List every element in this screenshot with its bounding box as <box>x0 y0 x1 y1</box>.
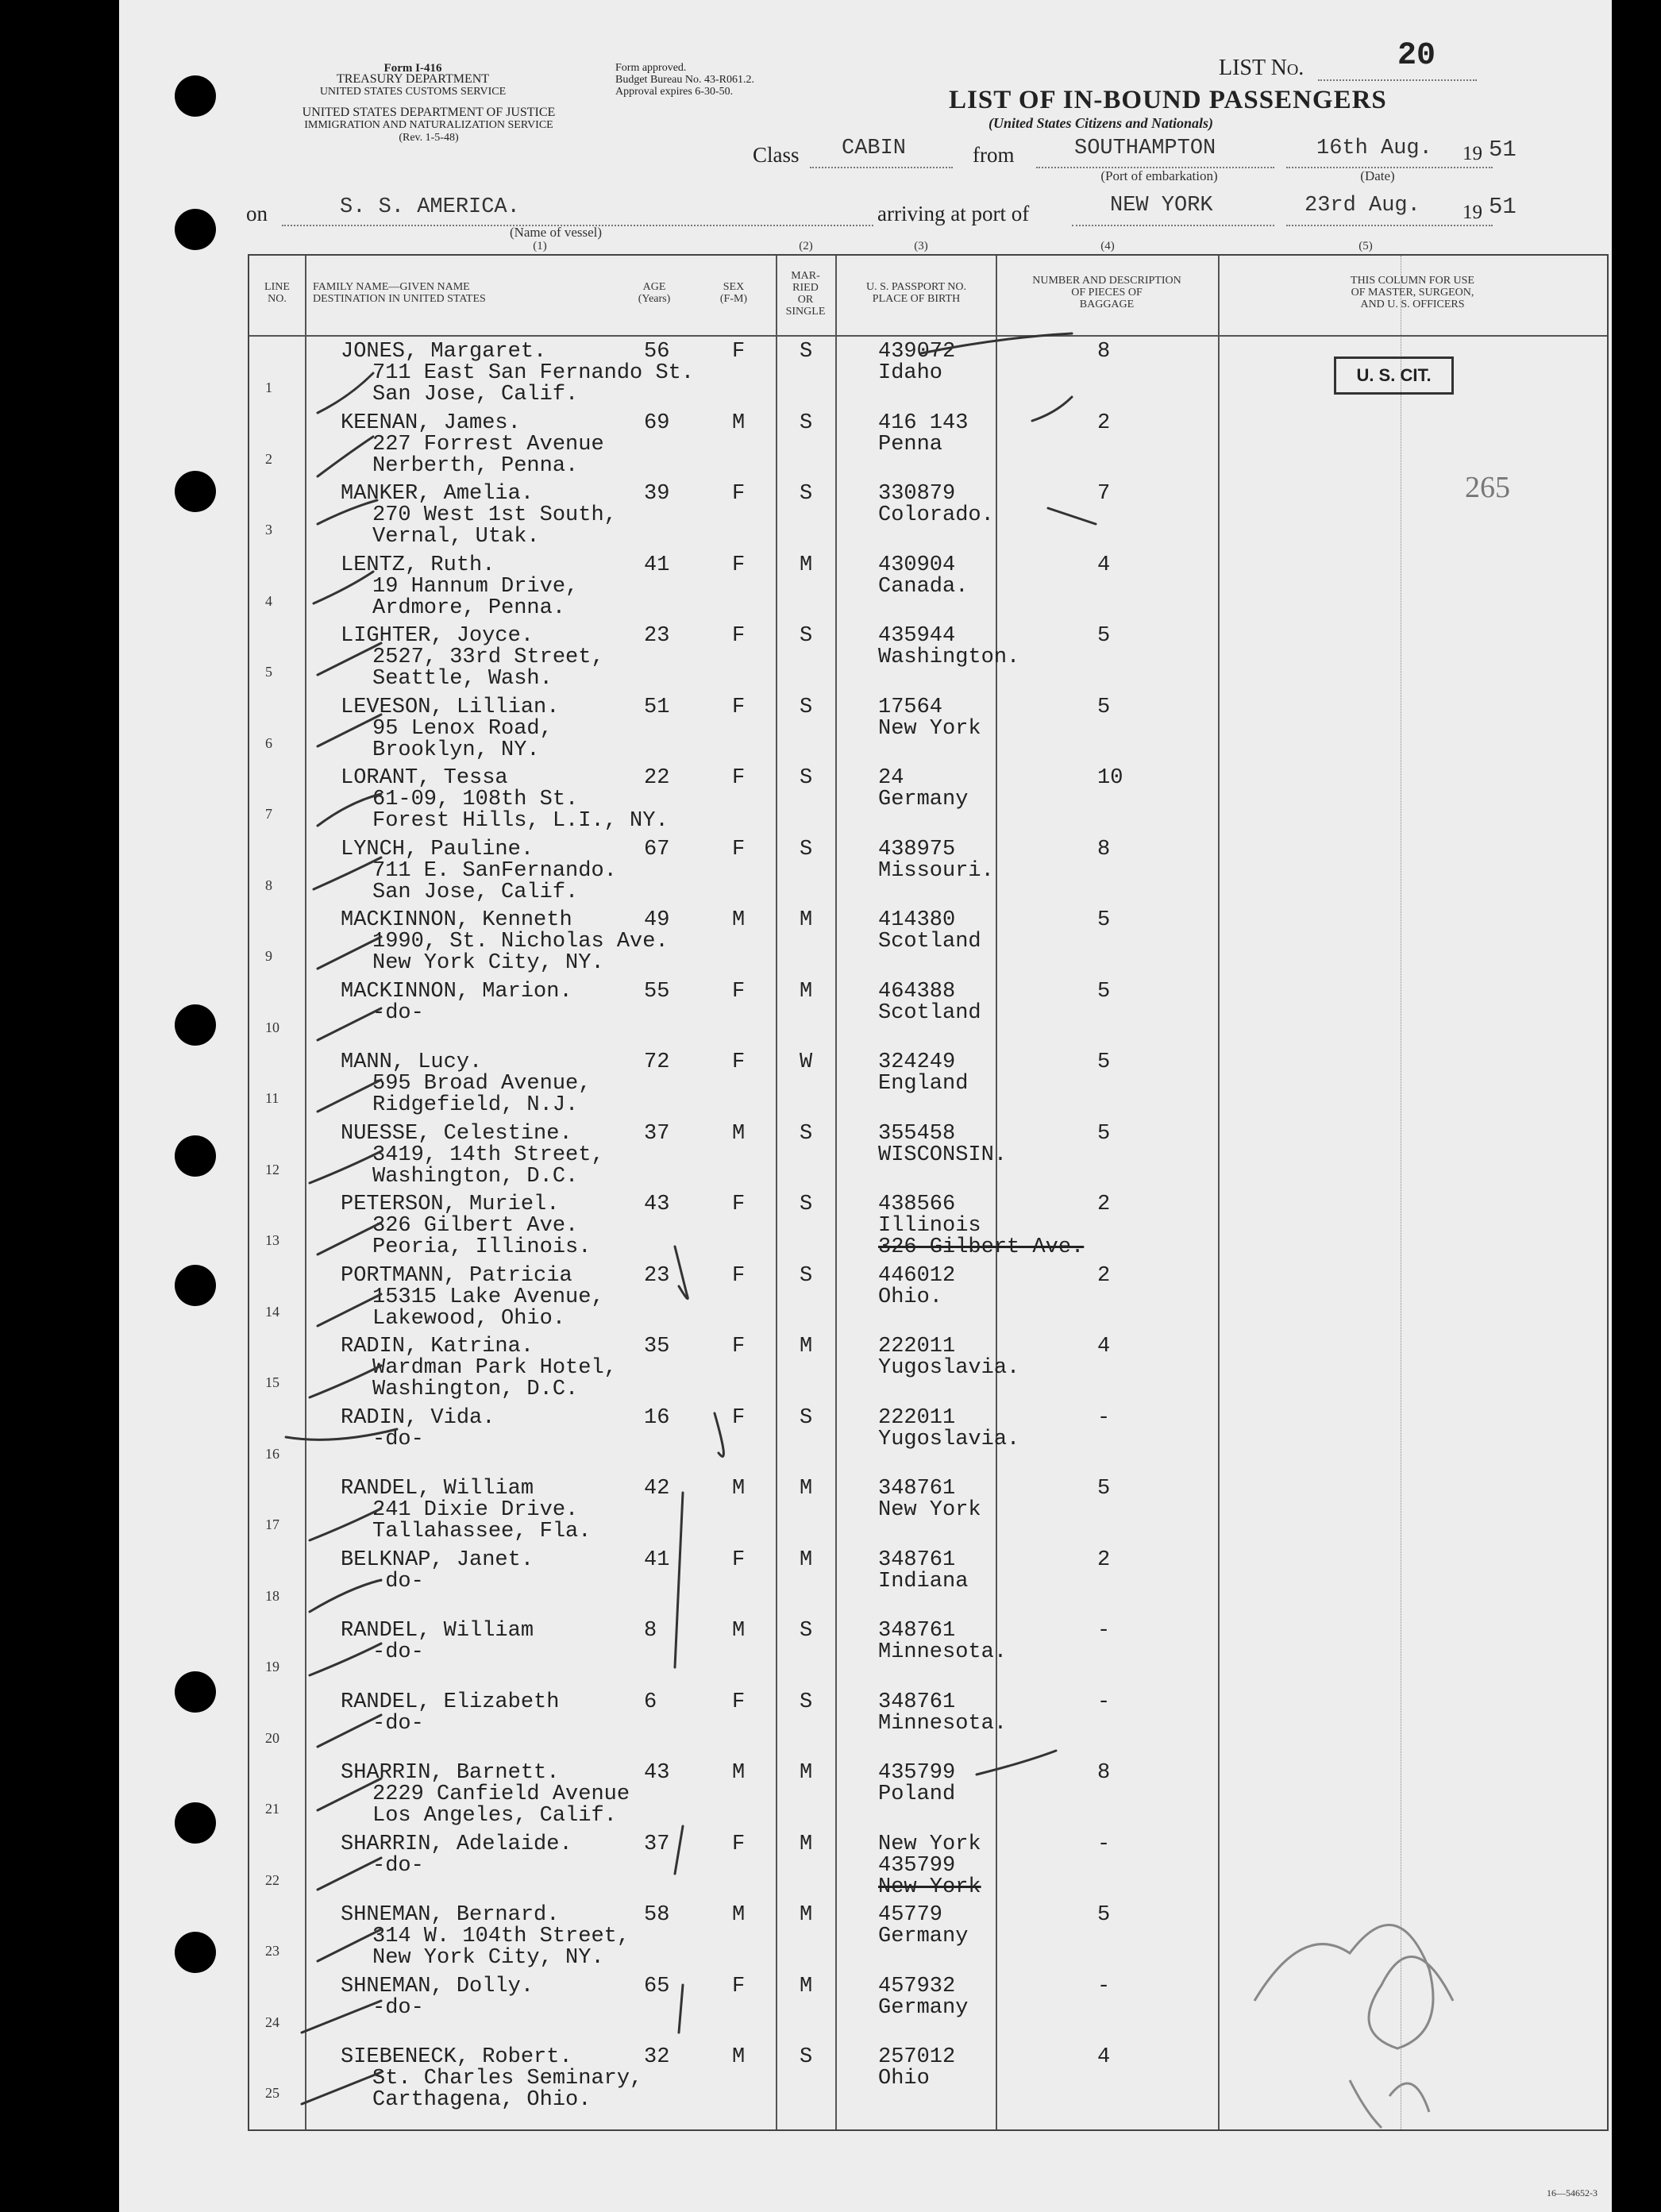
form-number: Form I-416 <box>383 62 442 75</box>
marital-status: S <box>800 624 813 648</box>
passport-number: 17564 <box>878 695 943 719</box>
age: 6 <box>644 1690 657 1714</box>
line-number: 7 <box>265 806 272 822</box>
address-line-1: 19 Hannum Drive, <box>372 574 579 599</box>
page-subtitle: (United States Citizens and Nationals) <box>989 115 1214 131</box>
sex: F <box>732 695 746 719</box>
address-line-2: Forest Hills, L.I., NY. <box>372 809 669 833</box>
address-line-2: San Jose, Calif. <box>372 383 579 407</box>
baggage-count: 4 <box>1097 1335 1111 1358</box>
place-of-birth: Minnesota. <box>878 1711 1008 1736</box>
passenger-name: BELKNAP, Janet. <box>341 1547 534 1572</box>
age: 37 <box>644 1832 670 1856</box>
baggage-count: 5 <box>1097 908 1111 932</box>
sex: F <box>732 1405 746 1430</box>
passport-number: 430904 <box>878 553 956 577</box>
place-of-birth: Scotland <box>878 1000 981 1025</box>
marital-status: M <box>800 908 813 932</box>
marital-status: W <box>800 1050 813 1074</box>
baggage-count: 5 <box>1097 1050 1111 1074</box>
page-title: LIST OF IN-BOUND PASSENGERS <box>949 86 1387 114</box>
address-line-2: Lakewood, Ohio. <box>372 1306 566 1331</box>
baggage-count: 2 <box>1097 1547 1111 1572</box>
line-number: 1 <box>265 380 272 395</box>
line-number: 9 <box>265 948 272 964</box>
marital-status: S <box>800 340 813 364</box>
class-value: CABIN <box>842 137 907 160</box>
marital-status: S <box>800 410 813 435</box>
line-number: 23 <box>265 1943 279 1959</box>
age: 51 <box>644 695 670 719</box>
passenger-name: SHNEMAN, Dolly. <box>341 1974 534 1998</box>
sex: F <box>732 482 746 506</box>
line-number: 10 <box>265 1019 279 1035</box>
marital-status: S <box>800 1405 813 1430</box>
address-line-1: 711 East San Fernando St. <box>372 361 695 385</box>
passenger-name: RADIN, Vida. <box>341 1405 495 1430</box>
baggage-count: 4 <box>1097 2045 1111 2069</box>
passport-number: New York <box>878 1832 981 1856</box>
marital-status: S <box>800 1121 813 1146</box>
age: 35 <box>644 1335 670 1358</box>
line-number: 5 <box>265 664 272 680</box>
passport-number: 435944 <box>878 624 956 648</box>
age: 32 <box>644 2045 670 2069</box>
baggage-count: - <box>1097 1832 1111 1856</box>
age: 41 <box>644 1547 670 1572</box>
passenger-name: SHNEMAN, Bernard. <box>341 1903 560 1927</box>
address-line-2: Peoria, Illinois. <box>372 1235 592 1259</box>
address-line-2: Los Angeles, Calif. <box>372 1804 617 1828</box>
address-line-1: 711 E. SanFernando. <box>372 858 617 883</box>
line-number: 13 <box>265 1232 279 1248</box>
arrival-year: 51 <box>1489 194 1516 220</box>
sex: M <box>732 1619 746 1643</box>
marital-status: M <box>800 553 813 577</box>
baggage-count: 5 <box>1097 979 1111 1004</box>
marital-status: S <box>800 2045 813 2069</box>
sex: F <box>732 766 746 790</box>
embark-year: 51 <box>1489 137 1516 163</box>
baggage-count: 4 <box>1097 553 1111 577</box>
passport-number: 257012 <box>878 2045 956 2069</box>
class-label: Class <box>753 143 800 167</box>
passport-number: 439072 <box>878 340 956 364</box>
place-of-birth: England <box>878 1072 969 1096</box>
age: 67 <box>644 837 670 861</box>
passport-number: 414380 <box>878 908 956 932</box>
address-line-2: Brooklyn, NY. <box>372 738 540 762</box>
marital-status: M <box>800 1832 813 1856</box>
address-line-1: -do- <box>372 1853 424 1878</box>
sex: F <box>732 624 746 648</box>
list-no-label: LIST No. <box>1219 56 1305 80</box>
vessel-name: S. S. AMERICA. <box>340 195 520 219</box>
footer-code: 16—54652-3 <box>1547 2187 1597 2199</box>
place-of-birth: Missouri. <box>878 858 994 883</box>
place-of-birth: Minnesota. <box>878 1640 1008 1664</box>
baggage-count: 5 <box>1097 1477 1111 1501</box>
col-header-sex: SEX (F-M) <box>719 281 748 305</box>
col-num-3: (3) <box>914 240 928 252</box>
marital-status: M <box>800 1335 813 1358</box>
col-header-passport: U. S. PASSPORT NO. PLACE OF BIRTH <box>866 281 966 305</box>
line-number: 18 <box>265 1587 279 1604</box>
address-line-1: -do- <box>372 1569 424 1593</box>
passenger-name: SHARRIN, Barnett. <box>341 1761 560 1785</box>
line-number: 3 <box>265 522 272 538</box>
baggage-count: 8 <box>1097 1761 1111 1785</box>
year-prefix-2: 19 <box>1463 202 1482 223</box>
marital-status: S <box>800 1193 813 1216</box>
age: 41 <box>644 553 670 577</box>
address-line-1: 270 West 1st South, <box>372 503 617 527</box>
passenger-name: JONES, Margaret. <box>341 340 547 364</box>
address-line-2: Seattle, Wash. <box>372 667 553 691</box>
sex: M <box>732 1121 746 1146</box>
col-header-married: MAR- RIED OR SINGLE <box>785 270 826 318</box>
struck-text: 326 Gilbert Ave. <box>878 1235 1085 1259</box>
address-line-2: Carthagena, Ohio. <box>372 2088 592 2112</box>
passport-number: 348761 <box>878 1690 956 1714</box>
marital-status: S <box>800 766 813 790</box>
sex: M <box>732 410 746 435</box>
baggage-count: - <box>1097 1690 1111 1714</box>
line-number: 25 <box>265 2085 279 2101</box>
age: 22 <box>644 766 670 790</box>
address-line-1: -do- <box>372 1640 424 1664</box>
marital-status: S <box>800 837 813 861</box>
sex: M <box>732 1477 746 1501</box>
place-of-birth: Colorado. <box>878 503 994 527</box>
sex: M <box>732 2045 746 2069</box>
passenger-name: MANKER, Amelia. <box>341 482 534 506</box>
col-header-baggage: NUMBER AND DESCRIPTION OF PIECES OF BAGGAGE <box>1032 275 1181 310</box>
ins-line: IMMIGRATION AND NATURALIZATION SERVICE <box>304 119 553 131</box>
age: 16 <box>644 1405 670 1430</box>
place-of-birth: WISCONSIN. <box>878 1143 1008 1167</box>
line-number: 20 <box>265 1729 279 1746</box>
passenger-name: PETERSON, Muriel. <box>341 1193 560 1216</box>
justice-line: UNITED STATES DEPARTMENT OF JUSTICE <box>302 106 556 119</box>
passenger-name: RANDEL, Elizabeth <box>341 1690 560 1714</box>
sex: F <box>732 1974 746 1998</box>
age: 49 <box>644 908 670 932</box>
passport-number: 45779 <box>878 1903 943 1927</box>
col-num-2: (2) <box>799 240 813 252</box>
address-line-1: 2527, 33rd Street, <box>372 645 604 669</box>
passport-number: 348761 <box>878 1477 956 1501</box>
sex: F <box>732 1547 746 1572</box>
vessel-caption: (Name of vessel) <box>509 225 603 240</box>
approval-line: Form approved. <box>615 62 687 74</box>
age: 56 <box>644 340 670 364</box>
age: 8 <box>644 1619 657 1643</box>
passport-number: 438975 <box>878 837 956 861</box>
baggage-count: 10 <box>1097 766 1123 790</box>
address-line-1: -do- <box>372 1995 424 2020</box>
age: 42 <box>644 1477 670 1501</box>
address-line-2: Ridgefield, N.J. <box>372 1093 579 1117</box>
address-line-1: -do- <box>372 1000 424 1025</box>
line-number: 6 <box>265 734 272 751</box>
address-line-1: -do- <box>372 1711 424 1736</box>
baggage-count: 2 <box>1097 410 1111 435</box>
address-line-1: 1990, St. Nicholas Ave. <box>372 930 669 954</box>
marital-status: S <box>800 1263 813 1288</box>
marital-status: M <box>800 979 813 1004</box>
address-line-1: 314 W. 104th Street, <box>372 1925 630 1948</box>
line-number: 21 <box>265 1801 279 1817</box>
passport-number: 464388 <box>878 979 956 1004</box>
address-line-2: Washington, D.C. <box>372 1378 579 1401</box>
line-number: 14 <box>265 1303 279 1320</box>
baggage-count: 2 <box>1097 1193 1111 1216</box>
address-line-1: 326 Gilbert Ave. <box>372 1214 579 1238</box>
sex: F <box>732 1335 746 1358</box>
passport-number: 416 143 <box>878 410 969 435</box>
marital-status: M <box>800 1974 813 1998</box>
age: 23 <box>644 1263 670 1288</box>
arrival-date: 23rd Aug. <box>1305 194 1420 218</box>
line-number: 16 <box>265 1445 279 1462</box>
baggage-count: 5 <box>1097 624 1111 648</box>
line-number: 11 <box>265 1090 279 1106</box>
passenger-name: RANDEL, William <box>341 1619 534 1643</box>
age: 37 <box>644 1121 670 1146</box>
line-number: 19 <box>265 1659 279 1674</box>
age: 55 <box>644 979 670 1004</box>
passenger-name: NUESSE, Celestine. <box>341 1121 572 1146</box>
revision-line: (Rev. 1-5-48) <box>399 132 459 144</box>
address-line-1: -do- <box>372 1427 424 1451</box>
passport-number: 438566 <box>878 1193 956 1216</box>
place-of-birth: New York <box>878 1498 981 1522</box>
baggage-count: 8 <box>1097 837 1111 861</box>
passenger-name: PORTMANN, Patricia <box>341 1263 572 1288</box>
port-of-embarkation: SOUTHAMPTON <box>1074 137 1216 160</box>
passenger-name: LEVESON, Lillian. <box>341 695 560 719</box>
col-header-line-no: LINE NO. <box>264 281 290 305</box>
passenger-name: SHARRIN, Adelaide. <box>341 1832 572 1856</box>
passport-number: 222011 <box>878 1335 956 1358</box>
port-caption: (Port of embarkation) <box>1100 168 1218 183</box>
marital-status: M <box>800 1761 813 1785</box>
arriving-label: arriving at port of <box>877 202 1030 225</box>
address-line-1: 241 Dixie Drive. <box>372 1498 579 1522</box>
place-of-birth: Germany <box>878 1995 969 2020</box>
passenger-name: LYNCH, Pauline. <box>341 837 534 861</box>
us-citizen-stamp: U. S. CIT. <box>1334 356 1454 395</box>
place-of-birth: Scotland <box>878 930 981 954</box>
sex: F <box>732 1050 746 1074</box>
passport-number: 222011 <box>878 1405 956 1430</box>
passenger-name: LORANT, Tessa <box>341 766 508 790</box>
marital-status: S <box>800 482 813 506</box>
passport-number: 348761 <box>878 1547 956 1572</box>
address-line-1: 2229 Canfield Avenue <box>372 1782 630 1806</box>
passenger-name: MACKINNON, Kenneth <box>341 908 572 932</box>
marital-status: S <box>800 1690 813 1714</box>
passenger-name: LIGHTER, Joyce. <box>341 624 534 648</box>
line-number: 24 <box>265 2014 279 2030</box>
customs-line: UNITED STATES CUSTOMS SERVICE <box>319 86 507 98</box>
year-prefix-1: 19 <box>1463 143 1482 164</box>
marital-status: M <box>800 1903 813 1927</box>
embark-date: 16th Aug. <box>1316 137 1432 160</box>
passport-number: 457932 <box>878 1974 956 1998</box>
age: 69 <box>644 410 670 435</box>
approval-line: Approval expires 6-30-50. <box>615 86 734 98</box>
marital-status: M <box>800 1477 813 1501</box>
marital-status: S <box>800 695 813 719</box>
sex: M <box>732 1761 746 1785</box>
address-line-1: 595 Broad Avenue, <box>372 1072 592 1096</box>
col-num-5: (5) <box>1358 240 1373 252</box>
sex: F <box>732 1690 746 1714</box>
place-of-birth: Canada. <box>878 574 969 599</box>
marital-status: S <box>800 1619 813 1643</box>
passport-number: 435799 <box>878 1761 956 1785</box>
age: 58 <box>644 1903 670 1927</box>
sex: F <box>732 1263 746 1288</box>
struck-text: New York <box>878 1875 981 1899</box>
col-header-name: FAMILY NAME—GIVEN NAME DESTINATION IN UNITED STATES <box>313 281 486 305</box>
sex: F <box>732 1832 746 1856</box>
marital-status: M <box>800 1547 813 1572</box>
col-num-1: (1) <box>533 240 547 252</box>
baggage-count: 7 <box>1097 482 1111 506</box>
age: 65 <box>644 1974 670 1998</box>
address-line-1: St. Charles Seminary, <box>372 2067 643 2091</box>
address-line-1: 95 Lenox Road, <box>372 716 553 741</box>
sex: F <box>732 553 746 577</box>
sex: F <box>732 340 746 364</box>
sex: F <box>732 979 746 1004</box>
address-line-2: San Jose, Calif. <box>372 880 579 904</box>
baggage-count: - <box>1097 1405 1111 1430</box>
passenger-name: LENTZ, Ruth. <box>341 553 495 577</box>
address-line-1: 3419, 14th Street, <box>372 1143 604 1167</box>
address-line-1: 227 Forrest Avenue <box>372 432 604 457</box>
address-line-2: New York City, NY. <box>372 1946 604 1970</box>
place-of-birth: New York <box>878 716 981 741</box>
place-of-birth: Idaho <box>878 361 943 385</box>
from-label: from <box>973 143 1015 167</box>
col-header-age: AGE (Years) <box>638 281 671 305</box>
passenger-name: MACKINNON, Marion. <box>341 979 572 1004</box>
place-of-birth: Yugoslavia. <box>878 1427 1020 1451</box>
passport-number: 24 <box>878 766 904 790</box>
baggage-count: - <box>1097 1974 1111 1998</box>
place-of-birth: Poland <box>878 1782 956 1806</box>
place-of-birth: Penna <box>878 432 943 457</box>
baggage-count: - <box>1097 1619 1111 1643</box>
baggage-count: 8 <box>1097 340 1111 364</box>
address-line-2: Tallahassee, Fla. <box>372 1520 592 1543</box>
passenger-name: RADIN, Katrina. <box>341 1335 534 1358</box>
place-of-birth: 435799 <box>878 1853 956 1878</box>
age: 72 <box>644 1050 670 1074</box>
passenger-name: RANDEL, William <box>341 1477 534 1501</box>
passport-number: 348761 <box>878 1619 956 1643</box>
passport-number: 355458 <box>878 1121 956 1146</box>
sex: F <box>732 1193 746 1216</box>
col-num-4: (4) <box>1100 240 1115 252</box>
passenger-name: SIEBENECK, Robert. <box>341 2045 572 2069</box>
address-line-2: Vernal, Utak. <box>372 525 540 549</box>
address-line-1: Wardman Park Hotel, <box>372 1356 617 1380</box>
line-number: 4 <box>265 592 272 609</box>
place-of-birth: Germany <box>878 1925 969 1948</box>
arrival-port: NEW YORK <box>1110 194 1213 218</box>
place-of-birth: Germany <box>878 788 969 811</box>
line-number: 17 <box>265 1516 279 1532</box>
sex: F <box>732 837 746 861</box>
margin-number: 265 <box>1465 471 1510 504</box>
place-of-birth: Indiana <box>878 1569 969 1593</box>
line-number: 15 <box>265 1374 279 1390</box>
address-line-2: New York City, NY. <box>372 951 604 975</box>
passport-number: 330879 <box>878 482 956 506</box>
place-of-birth: Ohio. <box>878 1285 943 1309</box>
passport-number: 446012 <box>878 1263 956 1288</box>
age: 43 <box>644 1193 670 1216</box>
address-line-1: 15315 Lake Avenue, <box>372 1285 604 1309</box>
baggage-count: 5 <box>1097 1121 1111 1146</box>
passenger-name: KEENAN, James. <box>341 410 521 435</box>
line-number: 2 <box>265 450 272 467</box>
line-number: 12 <box>265 1161 279 1177</box>
baggage-count: 2 <box>1097 1263 1111 1288</box>
place-of-birth: Ohio <box>878 2067 930 2091</box>
age: 23 <box>644 624 670 648</box>
passenger-name: MANN, Lucy. <box>341 1050 483 1074</box>
passport-number: 324249 <box>878 1050 956 1074</box>
address-line-2: Ardmore, Penna. <box>372 595 566 620</box>
list-number: 20 <box>1397 38 1436 74</box>
baggage-count: 5 <box>1097 695 1111 719</box>
place-of-birth: Washington. <box>878 645 1020 669</box>
age: 39 <box>644 482 670 506</box>
date-caption: (Date) <box>1360 168 1395 183</box>
col-header-officers: THIS COLUMN FOR USE OF MASTER, SURGEON, AND U. S. OFFICERS <box>1351 275 1474 310</box>
address-line-2: Washington, D.C. <box>372 1164 579 1189</box>
sex: M <box>732 1903 746 1927</box>
treasury-line: TREASURY DEPARTMENT <box>336 72 490 86</box>
address-line-1: 61-09, 108th St. <box>372 788 579 811</box>
line-number: 8 <box>265 877 272 893</box>
place-of-birth: Illinois <box>878 1214 981 1238</box>
place-of-birth: Yugoslavia. <box>878 1356 1020 1380</box>
baggage-count: 5 <box>1097 1903 1111 1927</box>
age: 43 <box>644 1761 670 1785</box>
on-label: on <box>246 202 268 225</box>
address-line-2: Nerberth, Penna. <box>372 453 579 478</box>
line-number: 22 <box>265 1871 279 1888</box>
sex: M <box>732 908 746 932</box>
approval-line: Budget Bureau No. 43-R061.2. <box>615 74 754 86</box>
